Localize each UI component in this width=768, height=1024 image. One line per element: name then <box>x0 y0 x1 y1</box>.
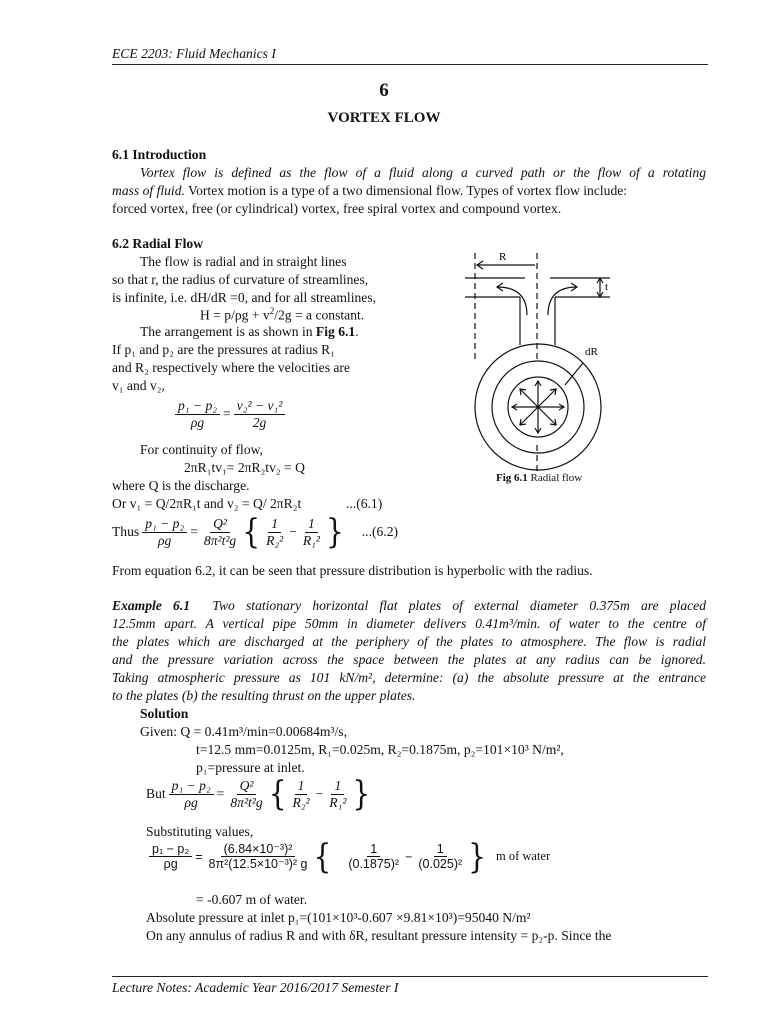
eq2-term-r1 <box>300 516 323 548</box>
but-lhs-den: ρg <box>184 794 198 810</box>
eq1-rhs-den: 2g <box>252 414 267 430</box>
period: . <box>355 324 359 339</box>
bernoulli-equation <box>200 306 364 324</box>
chapter-title: VORTEX FLOW <box>327 110 441 126</box>
continuity-text: For continuity of flow, <box>140 442 263 457</box>
eq1-lhs <box>175 398 220 430</box>
but-label: But <box>146 786 166 802</box>
radial-arrow-sw <box>520 407 538 425</box>
radial-text-2: so that r, the radius of curvature of streamlines, <box>112 272 369 287</box>
radial-text-8: v₁ and v₂, <box>112 378 165 393</box>
sv-term-r1 <box>415 842 465 872</box>
figure-caption-text: Radial flow <box>527 472 583 484</box>
sv-coef <box>206 842 311 872</box>
radial-arrow-ne <box>538 389 556 407</box>
but-coef-den: 8π²t²g <box>230 794 263 810</box>
eq2-coef-den: 8π²t²g <box>203 532 237 548</box>
result-line: = -0.607 m of water. <box>196 892 308 907</box>
eq2-lhs <box>142 516 187 548</box>
minus-sign: − <box>289 524 297 540</box>
equals-sign: = <box>195 849 203 864</box>
right-brace: } <box>468 836 486 877</box>
given-line-3: p₁=pressure at inlet. <box>196 760 305 775</box>
but-term-r1-num: 1 <box>331 778 344 795</box>
equation-substituted <box>146 836 551 877</box>
label-t: t <box>605 281 609 293</box>
but-coef-num: Q² <box>237 778 257 795</box>
velocity-equation: Or v₁ = Q/2πR₁t and v₂ = Q/ 2πR₂t <box>112 496 302 511</box>
conclusion-text: From equation 6.2, it can be seen that pressure distribution is hyperbolic with the radius. <box>112 563 593 578</box>
left-brace: { <box>242 511 261 552</box>
unit-label: m of water <box>495 849 551 864</box>
radial-arrow-se <box>538 407 556 425</box>
arrangement-text <box>140 324 359 340</box>
equation-but <box>146 773 371 814</box>
footer-text: Lecture Notes: Academic Year 2016/2017 Semester I <box>112 980 399 995</box>
eq2-coef <box>201 516 239 548</box>
radial-arrows <box>512 381 564 433</box>
substituting-text: Substituting values, <box>146 824 254 839</box>
annulus-line: On any annulus of radius R and with δR, resultant pressure intensity = p₂-p. Since the <box>146 928 612 943</box>
intro-definition: Vortex flow is defined as the flow of a fluid along a curved path or the flow of a rotating <box>140 165 706 180</box>
but-term-r2-num: 1 <box>295 778 308 795</box>
bernoulli-lhs: H = p/ρg + v <box>200 307 270 323</box>
eq1-lhs-den: ρg <box>190 414 205 430</box>
example-line-5: Taking atmospheric pressure as 101 kN/m², determine: (a) the absolute pressure at the entrance <box>112 670 706 685</box>
example-line-2: 12.5mm apart. A vertical pipe 50mm in diameter delivers 0.41m³/min. of water to the centre of <box>112 616 706 631</box>
eq2-term-r2 <box>263 516 286 548</box>
right-brace: } <box>352 773 371 814</box>
radial-text-7: and R₂ respectively where the velocities are <box>112 360 350 375</box>
eq2-term-r2-den: R₂² <box>266 532 284 548</box>
intro-line-2-rest: Vortex motion is a type of a two dimensional flow. Types of vortex flow include: <box>184 183 628 198</box>
but-term-r1 <box>326 778 349 810</box>
example-text-1: Two stationary horizontal flat plates of external diameter 0.375m are placed <box>212 598 707 613</box>
but-lhs-num: p₁ − p₂ <box>169 778 214 795</box>
eq1-lhs-num: p₁ − p₂ <box>175 398 220 415</box>
equals-sign: = <box>216 786 225 802</box>
figure-caption-label: Fig 6.1 <box>496 472 528 484</box>
flow-arrow-left <box>497 287 527 315</box>
sv-term-r2-num: 1 <box>367 842 380 857</box>
eq2-term-r1-num: 1 <box>305 516 318 533</box>
eq2-term-r2-num: 1 <box>268 516 281 533</box>
radial-text-1: The flow is radial and in straight lines <box>140 254 347 269</box>
but-term-r1-den: R₁² <box>329 794 347 810</box>
eq1-rhs-num: v₂² − v₁² <box>234 398 286 415</box>
intro-line-3: forced vortex, free (or cylindrical) vortex, free spiral vortex and compound vortex. <box>112 201 562 216</box>
equation-6-2 <box>112 511 399 552</box>
sv-lhs-den: ρg <box>163 857 178 872</box>
eq2-lhs-num: p₁ − p₂ <box>142 516 187 533</box>
example-line-1 <box>112 598 706 614</box>
header-rule <box>112 64 708 65</box>
intro-definition-end: mass of fluid. <box>112 183 185 198</box>
sv-term-r2-den: (0.1875)² <box>348 857 400 872</box>
radial-arrow-nw <box>520 389 538 407</box>
sv-lhs <box>149 842 192 872</box>
equals-sign: = <box>190 524 198 540</box>
absolute-pressure-line: Absolute pressure at inlet p₁=(101×10³-0.607 ×9.81×10³)=95040 N/m² <box>146 910 531 925</box>
example-line-6: to the plates (b) the resulting thrust on the upper plates. <box>112 688 416 703</box>
eq-tag-6-1: ...(6.1) <box>346 496 383 511</box>
eq2-lhs-den: ρg <box>158 532 172 548</box>
eq2-term-r1-den: R₁² <box>302 532 320 548</box>
solution-heading: Solution <box>140 706 189 721</box>
eq1-rhs <box>234 398 286 430</box>
sv-coef-den: 8π²(12.5×10⁻³)² g <box>208 857 308 872</box>
figure-reference: Fig 6.1 <box>315 324 356 339</box>
dr-pointer <box>565 363 583 385</box>
left-brace: { <box>313 836 332 877</box>
given-line-2: t=12.5 mm=0.0125m, R₁=0.025m, R₂=0.1875m, p₂=101×10³ N/m², <box>196 742 564 757</box>
right-brace: } <box>325 511 344 552</box>
label-dr: dR <box>585 346 598 358</box>
course-header: ECE 2203: Fluid Mechanics I <box>112 46 276 61</box>
minus-sign: − <box>315 786 324 802</box>
radial-flow-figure <box>455 245 635 475</box>
eq-tag-6-2: ...(6.2) <box>361 524 399 540</box>
eq2-coef-num: Q² <box>210 516 230 533</box>
example-line-4: and the pressure variation across the space between the plates at any radius can be ignored. <box>112 652 706 667</box>
but-lhs <box>169 778 214 810</box>
minus-sign: − <box>405 849 413 864</box>
section-heading-introduction: 6.1 Introduction <box>112 147 207 162</box>
discharge-text: where Q is the discharge. <box>112 478 250 493</box>
radial-text-6: If p₁ and p₂ are the pressures at radius R₁ <box>112 342 335 357</box>
example-line-3: the plates which are discharged at the periphery of the plates to atmosphere. The flow is radial <box>112 634 706 649</box>
radial-text-3: is infinite, i.e. dH/dR =0, and for all streamlines, <box>112 290 377 305</box>
chapter-number: 6 <box>379 80 389 101</box>
label-r: R <box>499 251 507 263</box>
thus-label: Thus <box>112 524 140 540</box>
sv-lhs-num: p₁ − p₂ <box>149 842 192 857</box>
equation-pressure-velocity <box>172 398 288 430</box>
but-term-r2 <box>290 778 313 810</box>
equals-sign: = <box>223 406 231 422</box>
sv-term-r1-den: (0.025)² <box>418 857 463 872</box>
continuity-equation: 2πR₁tv₁= 2πR₂tv₂ = Q <box>184 460 305 475</box>
footer-rule <box>112 976 708 977</box>
section-heading-radial-flow: 6.2 Radial Flow <box>112 236 204 251</box>
intro-line-2 <box>112 183 708 199</box>
sv-term-r1-num: 1 <box>434 842 447 857</box>
arrangement-lead: The arrangement is as shown in <box>140 324 316 339</box>
bernoulli-exp: 2 <box>269 306 275 316</box>
but-term-r2-den: R₂² <box>292 794 310 810</box>
sv-coef-num: (6.84×10⁻³)² <box>221 842 296 857</box>
but-coef <box>227 778 265 810</box>
flow-arrow-right <box>548 287 577 315</box>
bernoulli-rhs: /2g = a constant. <box>274 307 365 323</box>
given-line-1: Given: Q = 0.41m³/min=0.00684m³/s, <box>140 724 347 739</box>
sv-term-r2 <box>345 842 402 872</box>
example-label: Example 6.1 <box>112 598 191 613</box>
left-brace: { <box>268 773 287 814</box>
figure-caption <box>496 472 582 485</box>
